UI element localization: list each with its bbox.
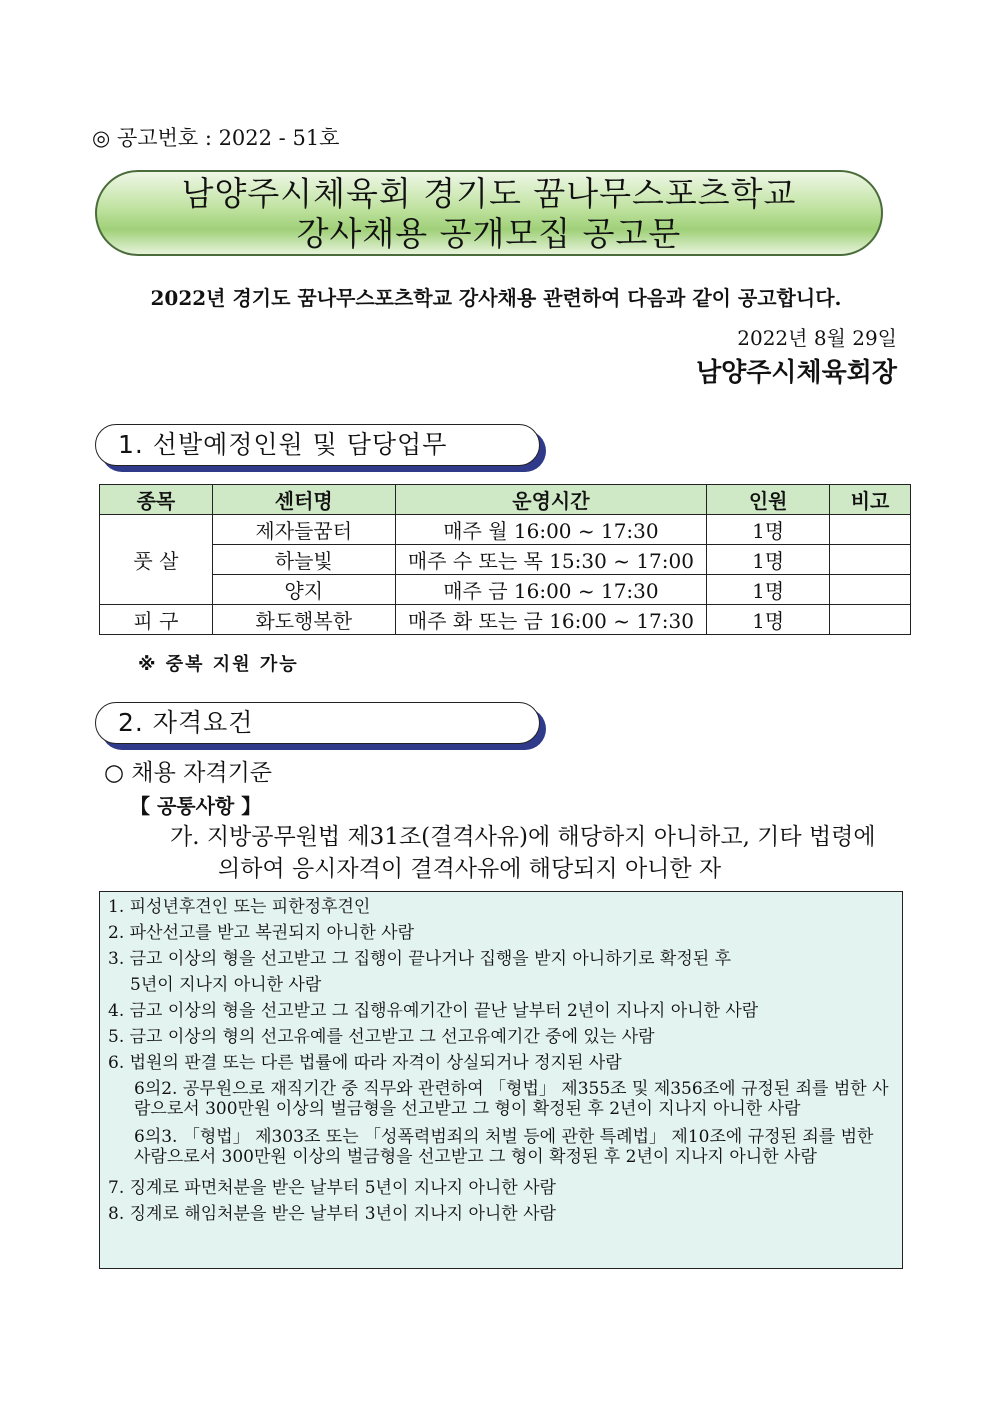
common-requirements-label: 【 공통사항 】 bbox=[130, 794, 262, 818]
count-cell: 1명 bbox=[707, 515, 830, 545]
header-center: 센터명 bbox=[212, 485, 395, 515]
table-header-row bbox=[100, 485, 911, 515]
list-item: 3. 금고 이상의 형을 선고받고 그 집행이 끝나거나 집행을 받지 아니하기로 확정된 후 bbox=[108, 949, 731, 969]
section-1-title: 1. 선발예정인원 및 담당업무 bbox=[95, 424, 540, 466]
notice-number: ◎ 공고번호 : 2022 - 51호 bbox=[92, 126, 340, 150]
issuer-name: 남양주시체육회장 bbox=[696, 358, 897, 388]
schedule-table bbox=[99, 484, 911, 635]
disqualification-list bbox=[99, 891, 903, 1269]
count-cell: 1명 bbox=[707, 545, 830, 575]
section-2-heading bbox=[95, 702, 540, 744]
header-sport: 종목 bbox=[100, 485, 213, 515]
center-cell: 양지 bbox=[212, 575, 395, 605]
list-item: 7. 징계로 파면처분을 받은 날부터 5년이 지나지 아니한 사람 bbox=[108, 1178, 556, 1198]
title-line-2: 강사채용 공개모집 공고문 bbox=[296, 214, 682, 253]
note-cell bbox=[830, 515, 911, 545]
list-item: 8. 징계로 해임처분을 받은 날부터 3년이 지나지 아니한 사람 bbox=[108, 1204, 556, 1224]
section-1-heading bbox=[95, 424, 540, 466]
list-item: 5. 금고 이상의 형의 선고유예를 선고받고 그 선고유예기간 중에 있는 사람 bbox=[108, 1027, 655, 1047]
list-item: 6. 법원의 판결 또는 다른 법률에 따라 자격이 상실되거나 정지된 사람 bbox=[108, 1053, 622, 1073]
time-cell: 매주 화 또는 금 16:00 ~ 17:30 bbox=[395, 605, 707, 635]
time-cell: 매주 월 16:00 ~ 17:30 bbox=[395, 515, 707, 545]
time-cell: 매주 금 16:00 ~ 17:30 bbox=[395, 575, 707, 605]
criteria-heading: ○ 채용 자격기준 bbox=[104, 760, 272, 786]
header-time: 운영시간 bbox=[395, 485, 707, 515]
intro-text: 2022년 경기도 꿈나무스포츠학교 강사채용 관련하여 다음과 같이 공고합니다. bbox=[150, 286, 842, 310]
notice-date: 2022년 8월 29일 bbox=[737, 326, 897, 350]
table-row bbox=[100, 545, 911, 575]
clause-ga-line-2: 의하여 응시자격이 결격사유에 해당되지 아니한 자 bbox=[218, 856, 722, 882]
center-cell: 화도행복한 bbox=[212, 605, 395, 635]
header-count: 인원 bbox=[707, 485, 830, 515]
count-cell: 1명 bbox=[707, 575, 830, 605]
duplicate-application-note: ※ 중복 지원 가능 bbox=[138, 654, 299, 675]
list-item: 4. 금고 이상의 형을 선고받고 그 집행유예기간이 끝난 날부터 2년이 지나지 아니한 사람 bbox=[108, 1001, 759, 1021]
count-cell: 1명 bbox=[707, 605, 830, 635]
list-item-continuation: 5년이 지나지 아니한 사람 bbox=[130, 975, 322, 995]
list-item: 2. 파산선고를 받고 복권되지 아니한 사람 bbox=[108, 923, 414, 943]
sport-cell-foot-volley: 피 구 bbox=[100, 605, 213, 635]
note-cell bbox=[830, 605, 911, 635]
title-banner bbox=[95, 170, 883, 256]
list-item: 1. 피성년후견인 또는 피한정후견인 bbox=[108, 897, 371, 917]
header-note: 비고 bbox=[830, 485, 911, 515]
note-cell bbox=[830, 575, 911, 605]
list-subitem: 6의2. 공무원으로 재직기간 중 직무와 관련하여 「형법」 제355조 및 제356조에 규정된 죄를 범한 사람으로서 300만원 이상의 벌금형을 선고받고 그 형이 확정된 후 2년이 지나지 아니한 사람 bbox=[134, 1079, 889, 1119]
center-cell: 하늘빛 bbox=[212, 545, 395, 575]
clause-ga-line-1: 가. 지방공무원법 제31조(결격사유)에 해당하지 아니하고, 기타 법령에 bbox=[170, 824, 876, 850]
title-line-1: 남양주시체육회 경기도 꿈나무스포츠학교 bbox=[181, 174, 797, 213]
table-row bbox=[100, 575, 911, 605]
table-row bbox=[100, 515, 911, 545]
time-cell: 매주 수 또는 목 15:30 ~ 17:00 bbox=[395, 545, 707, 575]
center-cell: 제자들꿈터 bbox=[212, 515, 395, 545]
table-row bbox=[100, 605, 911, 635]
list-subitem: 6의3. 「형법」 제303조 또는 「성폭력범죄의 처벌 등에 관한 특례법」 제10조에 규정된 죄를 범한 사람으로서 300만원 이상의 벌금형을 선고받고 그 형이 확정된 후 2년이 지나지 아니한 사람 bbox=[134, 1127, 874, 1167]
section-2-title: 2. 자격요건 bbox=[95, 702, 540, 744]
note-cell bbox=[830, 545, 911, 575]
sport-cell-futsal: 풋 살 bbox=[100, 515, 213, 605]
